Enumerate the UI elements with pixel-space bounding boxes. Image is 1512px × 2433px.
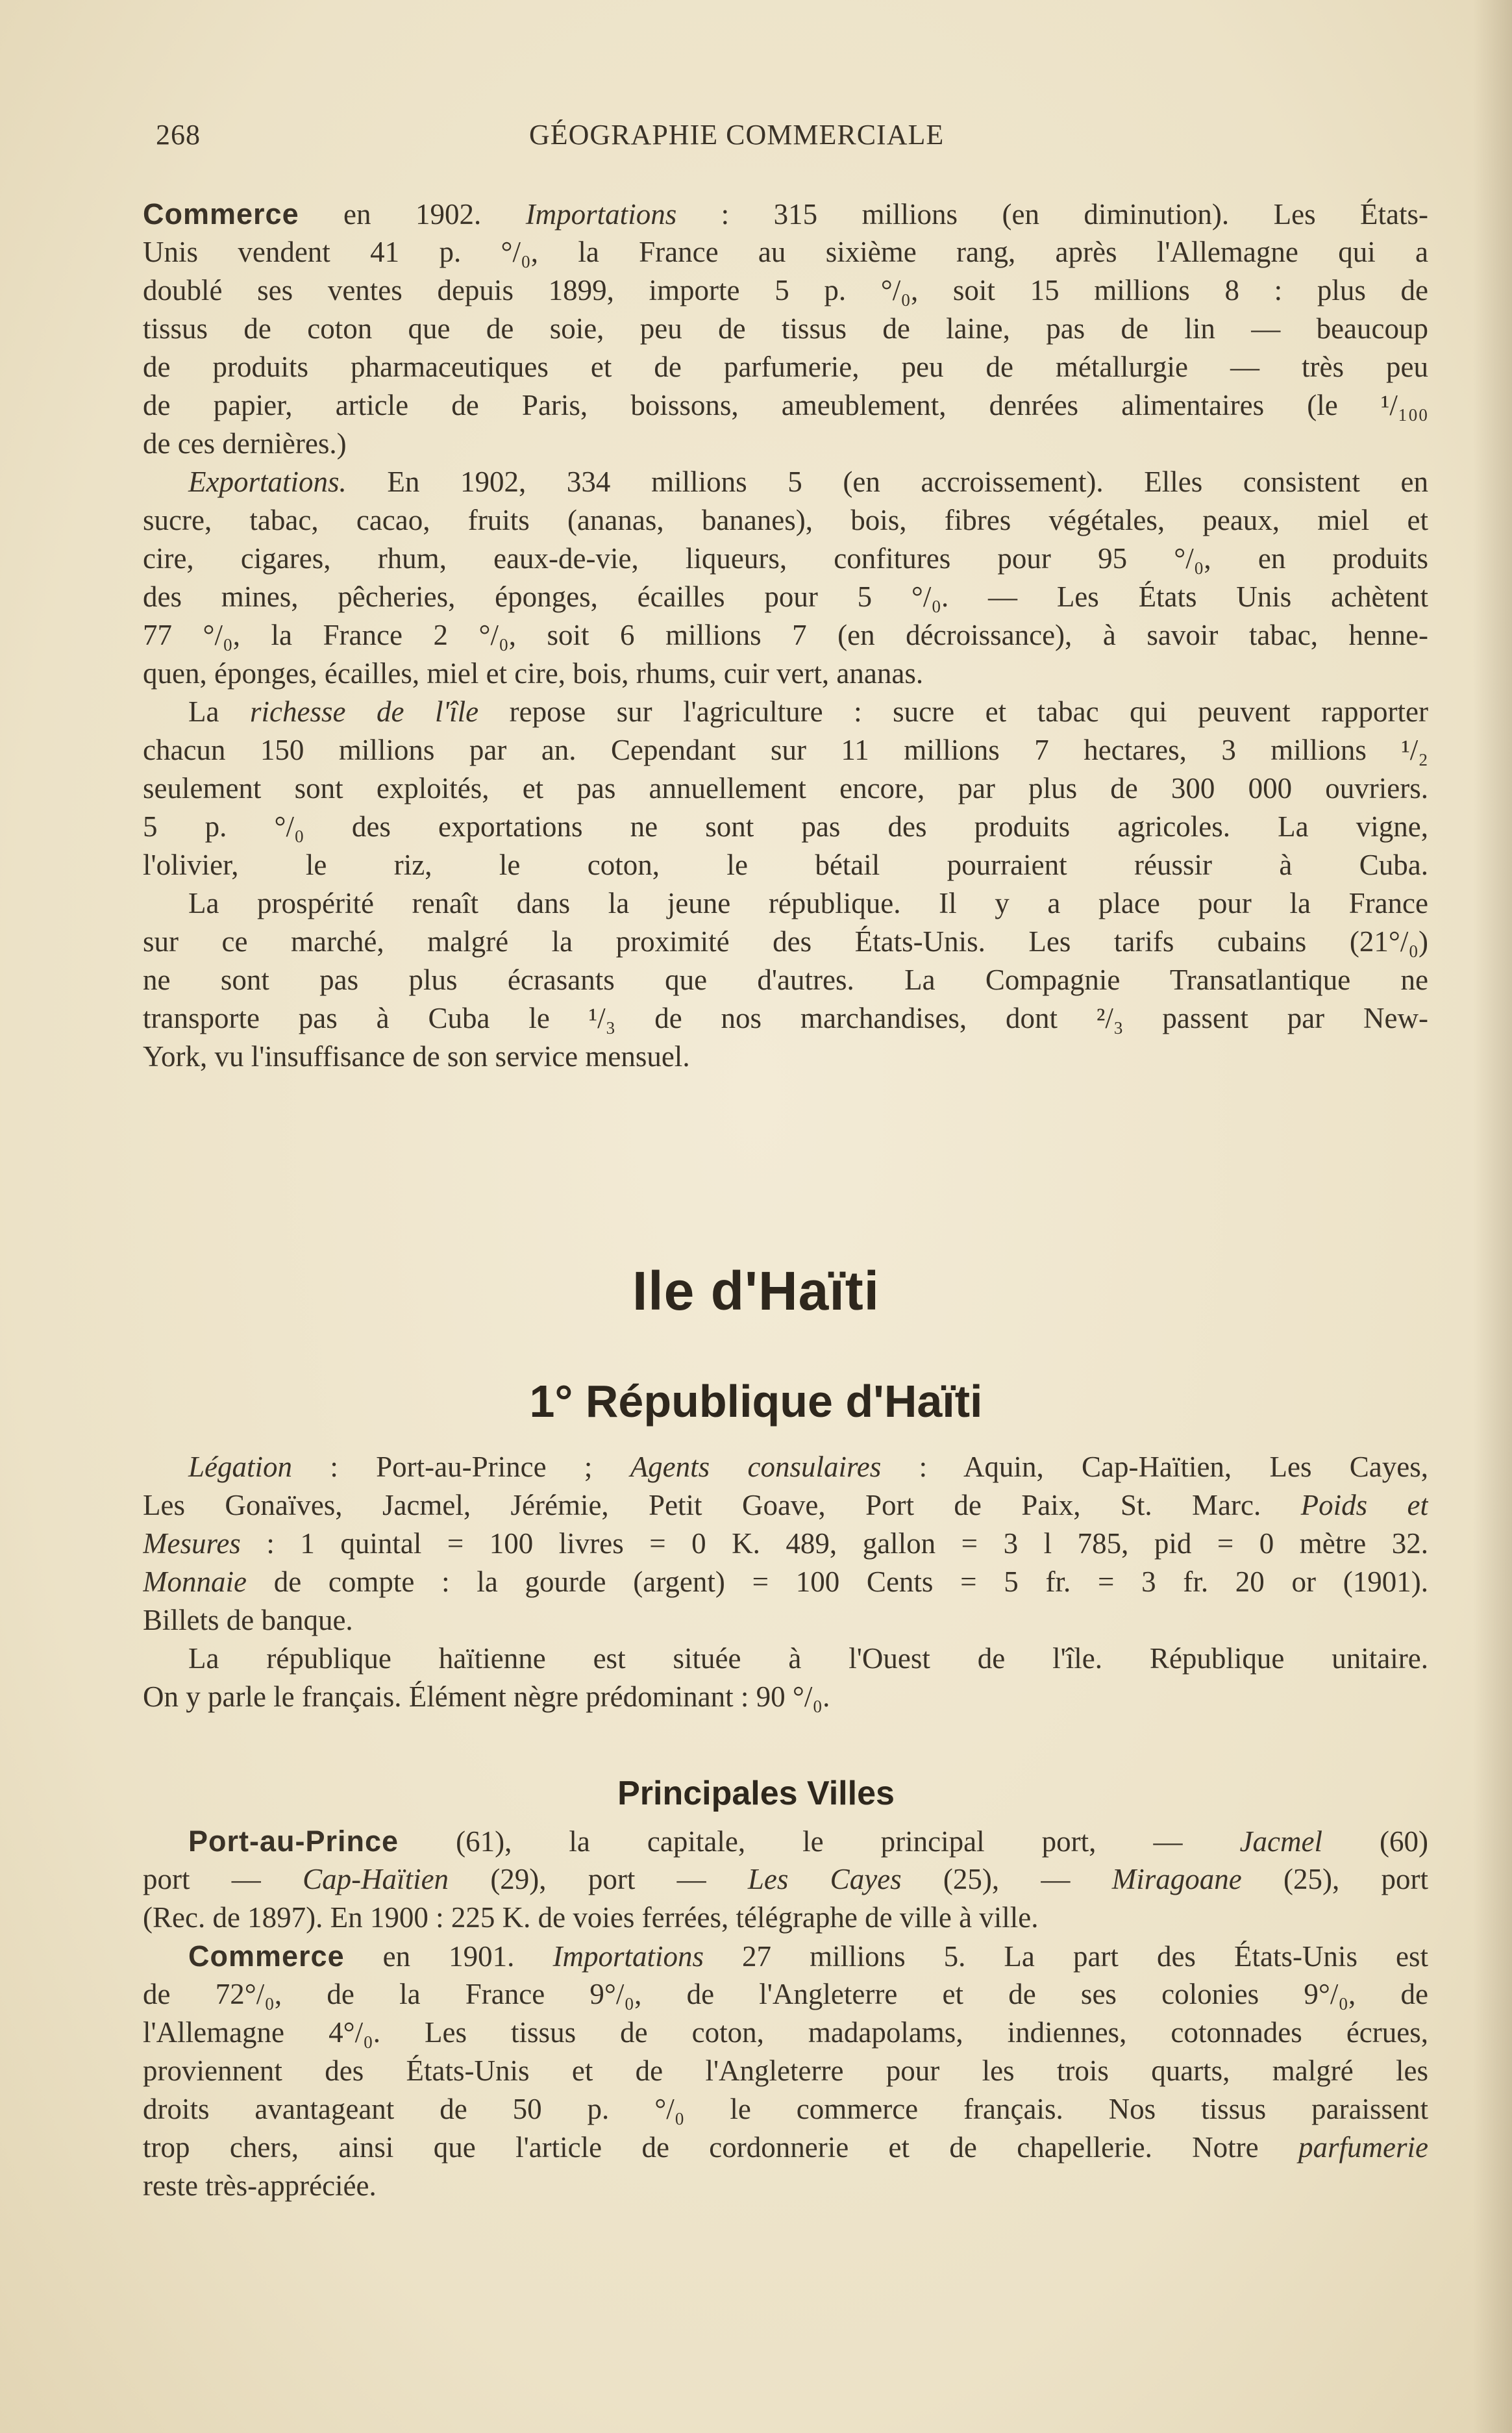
text-run: l'olivier, le riz, le coton, le bétail pourraient réussir à Cuba. [143,849,1428,881]
text-run: quen, éponges, écailles, miel et cire, bois, rhums, cuir vert, ananas. [143,657,924,690]
text-run: tissus de coton que de soie, peu de tissus de laine, pas de lin — beaucoup [143,312,1428,345]
text-run: repose sur l'agriculture : sucre et tabac qui peuvent rapporter [478,695,1428,728]
text-line [143,578,1428,616]
text-line [143,693,1428,731]
text-line [143,2052,1428,2090]
text-line [143,2167,1428,2205]
text-line [143,1899,1428,1937]
text-run: en 1902. [299,198,526,231]
text-run: (60) [1322,1825,1428,1858]
italic-term: parfumerie [1298,2131,1428,2164]
cities-title: Principales Villes [617,1775,895,1812]
text-line [143,1860,1428,1899]
running-title: GÉOGRAPHIE COMMERCIALE [529,119,945,151]
text-run: 27 millions 5. La part des États-Unis est [703,1940,1428,1973]
republic-title: 1° République d'Haïti [529,1376,983,1427]
text-run: : 315 millions (en diminution). Les États- [676,198,1428,231]
text-run: seulement sont exploités, et pas annuellement encore, par plus de 300 000 ouvriers. [143,772,1428,805]
italic-term: Monnaie [143,1566,247,1598]
text-line [143,386,1428,425]
italic-term: Jacmel [1239,1825,1322,1858]
text-line [143,961,1428,999]
text-run: (25), — [901,1863,1112,1895]
haiti-intro-section [143,1448,1428,1716]
italic-term: Agents consulaires [630,1451,882,1483]
italic-term: Importations [552,1940,704,1973]
text-run: La [188,695,250,728]
italic-term: richesse de l'île [250,695,479,728]
text-run: (61), la capitale, le principal port, — [399,1825,1240,1858]
text-line [143,2090,1428,2128]
text-run: proviennent des États-Unis et de l'Angleterre pour les trois quarts, malgré les [143,2054,1428,2087]
text-run: chacun 150 millions par an. Cependant sur 11 millions 7 hectares, 3 millions ¹/₂ [143,734,1428,766]
text-run: des mines, pêcheries, éponges, écailles pour 5 °/₀. — Les États Unis achètent [143,580,1428,613]
text-line [143,310,1428,348]
text-run: de 72°/₀, de la France 9°/₀, de l'Angleterre et de ses colonies 9°/₀, de [143,1978,1428,2010]
text-line [143,769,1428,808]
text-line [143,1448,1428,1486]
italic-term: Mesures [143,1527,241,1560]
text-line [143,195,1428,233]
bold-lead: Commerce [143,197,299,231]
text-run: en 1901. [344,1940,553,1973]
text-line [143,1601,1428,1640]
text-line [143,233,1428,271]
text-run: transporte pas à Cuba le ¹/₃ de nos marchandises, dont ²/₃ passent par New- [143,1002,1428,1034]
text-run: cire, cigares, rhum, eaux-de-vie, liqueurs, confitures pour 95 °/₀, en produits [143,542,1428,575]
text-line [143,616,1428,655]
text-line [143,1640,1428,1678]
page-header [156,118,1428,157]
text-run: sucre, tabac, cacao, fruits (ananas, bananes), bois, fibres végétales, peaux, miel et [143,504,1428,536]
text-run: reste très-appréciée. [143,2169,377,2202]
text-line [143,923,1428,961]
text-run: de produits pharmaceutiques et de parfumerie, peu de métallurgie — très peu [143,351,1428,383]
cities-section [143,1822,1428,2205]
text-line [143,884,1428,923]
page-number: 268 [156,119,201,151]
text-run: York, vu l'insuffisance de son service mensuel. [143,1040,690,1073]
text-line [143,463,1428,501]
text-run: trop chers, ainsi que l'article de cordonnerie et de chapellerie. Notre [143,2131,1299,2164]
text-line [143,425,1428,463]
text-run: l'Allemagne 4°/₀. Les tissus de coton, madapolams, indiennes, cotonnades écrues, [143,2016,1428,2049]
text-line [143,501,1428,540]
italic-term: Légation [188,1451,293,1483]
text-run: La prospérité renaît dans la jeune république. Il y a place pour la France [188,887,1428,919]
text-run: de papier, article de Paris, boissons, ameublement, denrées alimentaires (le ¹/₁₀₀ [143,389,1428,421]
text-run: Unis vendent 41 p. °/₀, la France au sixième rang, après l'Allemagne qui a [143,236,1428,268]
text-run: On y parle le français. Élément nègre prédominant : 90 °/₀. [143,1680,830,1713]
text-run: (25), port [1241,1863,1428,1895]
text-run: La république haïtienne est située à l'Ouest de l'île. République unitaire. [188,1642,1428,1675]
text-run: : Port-au-Prince ; [292,1451,630,1483]
text-line [143,2128,1428,2167]
text-run: : Aquin, Cap-Haïtien, Les Cayes, [881,1451,1428,1483]
text-line [143,2014,1428,2052]
text-run: Les Gonaïves, Jacmel, Jérémie, Petit Goave, Port de Paix, St. Marc. [143,1489,1301,1521]
text-run: droits avantageant de 50 p. °/₀ le commerce français. Nos tissus paraissent [143,2093,1428,2125]
text-line [143,271,1428,310]
text-line [143,1678,1428,1716]
text-run: de compte : la gourde (argent) = 100 Cents = 5 fr. = 3 fr. 20 or (1901). [246,1566,1428,1598]
text-line [143,348,1428,386]
italic-term: Les Cayes [747,1863,902,1895]
italic-term: Poids et [1300,1489,1428,1521]
text-line [143,540,1428,578]
text-line [143,731,1428,769]
text-line [143,1038,1428,1076]
text-run: En 1902, 334 millions 5 (en accroissement). Elles consistent en [346,466,1428,498]
italic-term: Exportations. [188,466,347,498]
text-line [143,655,1428,693]
cuba-commerce-section [143,195,1428,1076]
text-line [143,1937,1428,1975]
italic-term: Cap-Haïtien [303,1863,449,1895]
text-line [143,1486,1428,1525]
haiti-title: Ile d'Haïti [632,1260,880,1321]
text-run: port — [143,1863,303,1895]
text-line [143,1563,1428,1601]
text-run: doublé ses ventes depuis 1899, importe 5 p. °/₀, soit 15 millions 8 : plus de [143,274,1428,306]
text-run: : 1 quintal = 100 livres = 0 K. 489, gallon = 3 l 785, pid = 0 mètre 32. [240,1527,1428,1560]
page-edge-shadow [1473,0,1512,2433]
text-line [143,1975,1428,2014]
text-run: Billets de banque. [143,1604,353,1636]
text-run: 5 p. °/₀ des exportations ne sont pas des produits agricoles. La vigne, [143,810,1428,843]
text-line [143,846,1428,884]
text-run: ne sont pas plus écrasants que d'autres. La Compagnie Transatlantique ne [143,964,1428,996]
text-line [143,808,1428,846]
text-run: sur ce marché, malgré la proximité des États-Unis. Les tarifs cubains (21°/₀) [143,925,1428,958]
italic-term: Miragoane [1111,1863,1242,1895]
text-line [143,999,1428,1038]
text-line [143,1822,1428,1860]
bold-lead: Port-au-Prince [188,1825,399,1858]
text-run: (29), port — [449,1863,748,1895]
text-run: de ces dernières.) [143,427,347,460]
text-run: (Rec. de 1897). En 1900 : 225 K. de voies ferrées, télégraphe de ville à ville. [143,1901,1039,1934]
italic-term: Importations [525,198,677,231]
text-run: 77 °/₀, la France 2 °/₀, soit 6 millions 7 (en décroissance), à savoir tabac, henne- [143,619,1428,651]
text-line [143,1525,1428,1563]
bold-lead: Commerce [188,1940,345,1973]
